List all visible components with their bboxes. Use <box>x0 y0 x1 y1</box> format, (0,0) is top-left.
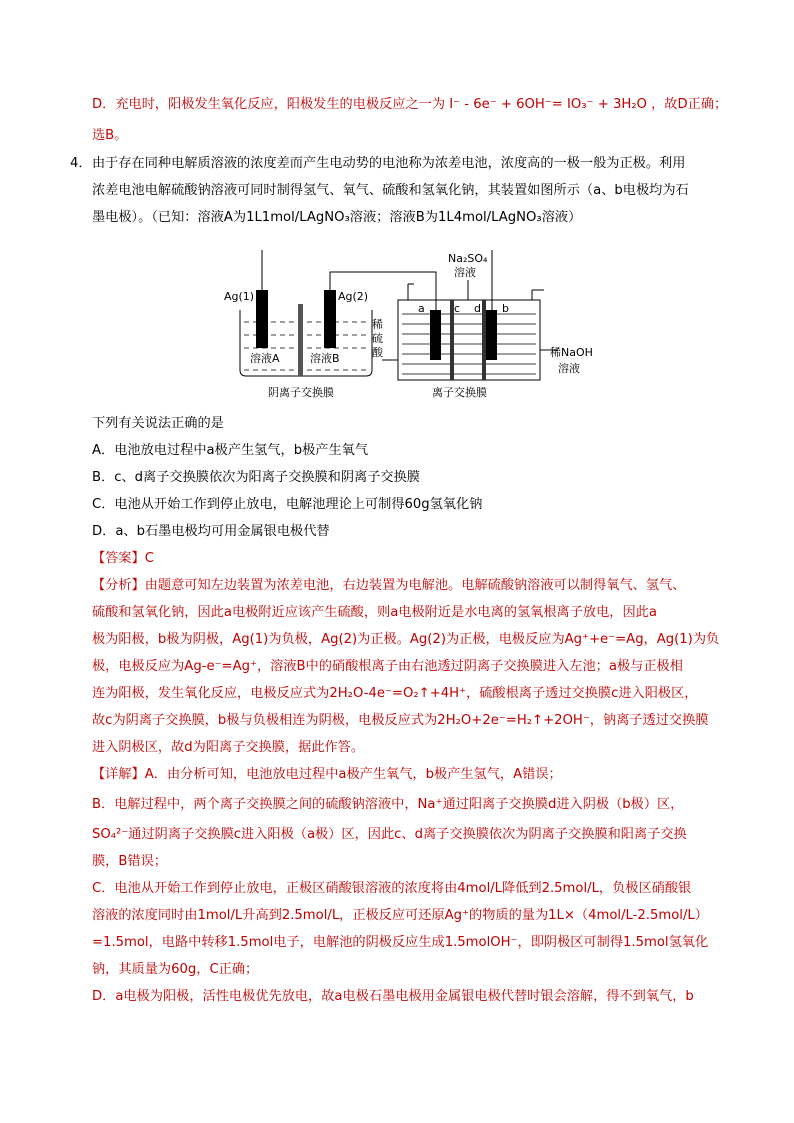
option-c: C．电池从开始工作到停止放电，电解池理论上可制得60g氢氧化钠 <box>92 497 483 512</box>
analysis-line-4: 极，电极反应为Ag-e⁻=Ag⁺，溶液B中的硝酸根离子由右池透过阴离子交换膜进入左池；a极与正极相 <box>92 659 683 674</box>
analysis-line-2: 硫酸和氢氧化钠，因此a电极附近应该产生硫酸，则a电极附近是水电离的氢氧根离子放电，因此a <box>92 605 657 620</box>
detail-line-7: =1.5mol，电路中转移1.5mol电子，电解池的阴极反应生成1.5molOH⁻，即阴极区可制得1.5mol氢氧化 <box>92 935 709 950</box>
membrane-d <box>482 300 486 380</box>
option-b: B．c、d离子交换膜依次为阳离子交换膜和阴离子交换膜 <box>92 470 420 485</box>
label-naoh-solution: 溶液 <box>558 362 580 375</box>
label-dilute-1: 稀 <box>372 318 383 331</box>
electrode-ag1 <box>256 290 268 348</box>
label-naoh: 稀NaOH <box>550 346 593 359</box>
option-a: A．电池放电过程中a极产生氢气，b极产生氧气 <box>92 443 369 458</box>
label-dilute-2: 硫 <box>372 332 383 345</box>
label-b: b <box>502 302 509 315</box>
analysis-line-1: 【分析】由题意可知左边装置为浓差电池，右边装置为电解池。电解硫酸钠溶液可以制得氧气、氢气、 <box>92 578 686 593</box>
analysis-line-3: 极为阳极，b极为阴极，Ag(1)为负极，Ag(2)为正极。Ag(2)为正极，电极反应为Ag⁺+e⁻=Ag，Ag(1)为负 <box>92 632 720 647</box>
analysis-line-5: 连为阳极，发生氧化反应，电极反应式为2H₂O-4e⁻=O₂↑+4H⁺，硫酸根离子透过交换膜c进入阳极区， <box>92 686 698 701</box>
label-solution-b: 溶液B <box>310 352 340 365</box>
question-stem-line-2: 浓差电池电解硫酸钠溶液可同时制得氢气、氧气、硫酸和氢氧化钠，其装置如图所示（a、b电极均为石 <box>92 183 689 198</box>
label-c: c <box>454 302 461 315</box>
label-d: d <box>474 302 481 315</box>
label-solution-a: 溶液A <box>250 352 280 365</box>
detail-line-9: D．a电极为阳极，活性电极优先放电，故a电极石墨电极用金属银电极代替时银会溶解，得不到氧气，b <box>92 989 694 1004</box>
question-number: 4． <box>70 156 92 171</box>
label-na2so4-solution: 溶液 <box>454 266 476 279</box>
prev-answer-d: D．充电时，阳极发生氧化反应，阳极发生的电极反应之一为 I⁻ - 6e⁻ + 6OH⁻= IO₃⁻ + 3H₂O ，故D正确； <box>92 97 728 112</box>
detail-line-8: 钠，其质量为60g，C正确； <box>92 962 259 977</box>
detail-line-4: 膜，B错误； <box>92 854 167 869</box>
option-d: D．a、b石墨电极均可用金属银电极代替 <box>92 524 330 539</box>
label-ag1: Ag(1) <box>224 290 255 303</box>
label-ag2: Ag(2) <box>338 290 369 303</box>
question-prompt: 下列有关说法正确的是 <box>92 416 224 431</box>
apparatus-diagram <box>222 250 594 400</box>
label-na2so4: Na₂SO₄ <box>448 252 488 265</box>
analysis-line-6: 故c为阴离子交换膜，b极与负极相连为阴极，电极反应式为2H₂O+2e⁻=H₂↑+2OH⁻，钠离子透过交换膜 <box>92 713 709 728</box>
detail-line-3: SO₄²⁻通过阴离子交换膜c进入阳极（a极）区，因此c、d离子交换膜依次为阴离子交换膜和阳离子交换 <box>92 827 687 842</box>
label-ion-membrane: 离子交换膜 <box>432 386 487 399</box>
detail-line-2: B．电解过程中，两个离子交换膜之间的硫酸钠溶液中，Na⁺通过阳离子交换膜d进入阴极（b极）区， <box>92 797 684 812</box>
question-stem-line-1: 由于存在同种电解质溶液的浓度差而产生电动势的电池称为浓差电池，浓度高的一极一般为正极。利用 <box>92 156 686 171</box>
label-anion-membrane: 阴离子交换膜 <box>268 386 334 399</box>
detail-line-1: 【详解】A．由分析可知，电池放电过程中a极产生氧气，b极产生氢气，A错误； <box>92 767 562 782</box>
prev-answer-choose: 选B。 <box>92 128 128 143</box>
answer-label: 【答案】C <box>92 551 154 566</box>
label-a: a <box>418 302 425 315</box>
detail-line-5: C．电池从开始工作到停止放电，正极区硝酸银溶液的浓度将由4mol/L降低到2.5mol/L，负极区硝酸银 <box>92 881 692 896</box>
electrode-b <box>486 310 497 360</box>
anion-exchange-membrane <box>298 304 303 376</box>
electrode-ag2 <box>324 290 336 348</box>
electrode-a <box>430 310 441 360</box>
detail-line-6: 溶液的浓度同时由1mol/L升高到2.5mol/L，正极反应可还原Ag⁺的物质的量为1L×（4mol/L-2.5mol/L） <box>92 908 708 923</box>
analysis-line-7: 进入阴极区，故d为阳离子交换膜，据此作答。 <box>92 740 365 755</box>
question-stem-line-3: 墨电极）。（已知：溶液A为1L1mol/LAgNO₃溶液；溶液B为1L4mol/LAgNO₃溶液） <box>92 210 582 225</box>
label-dilute-3: 酸 <box>372 346 383 359</box>
